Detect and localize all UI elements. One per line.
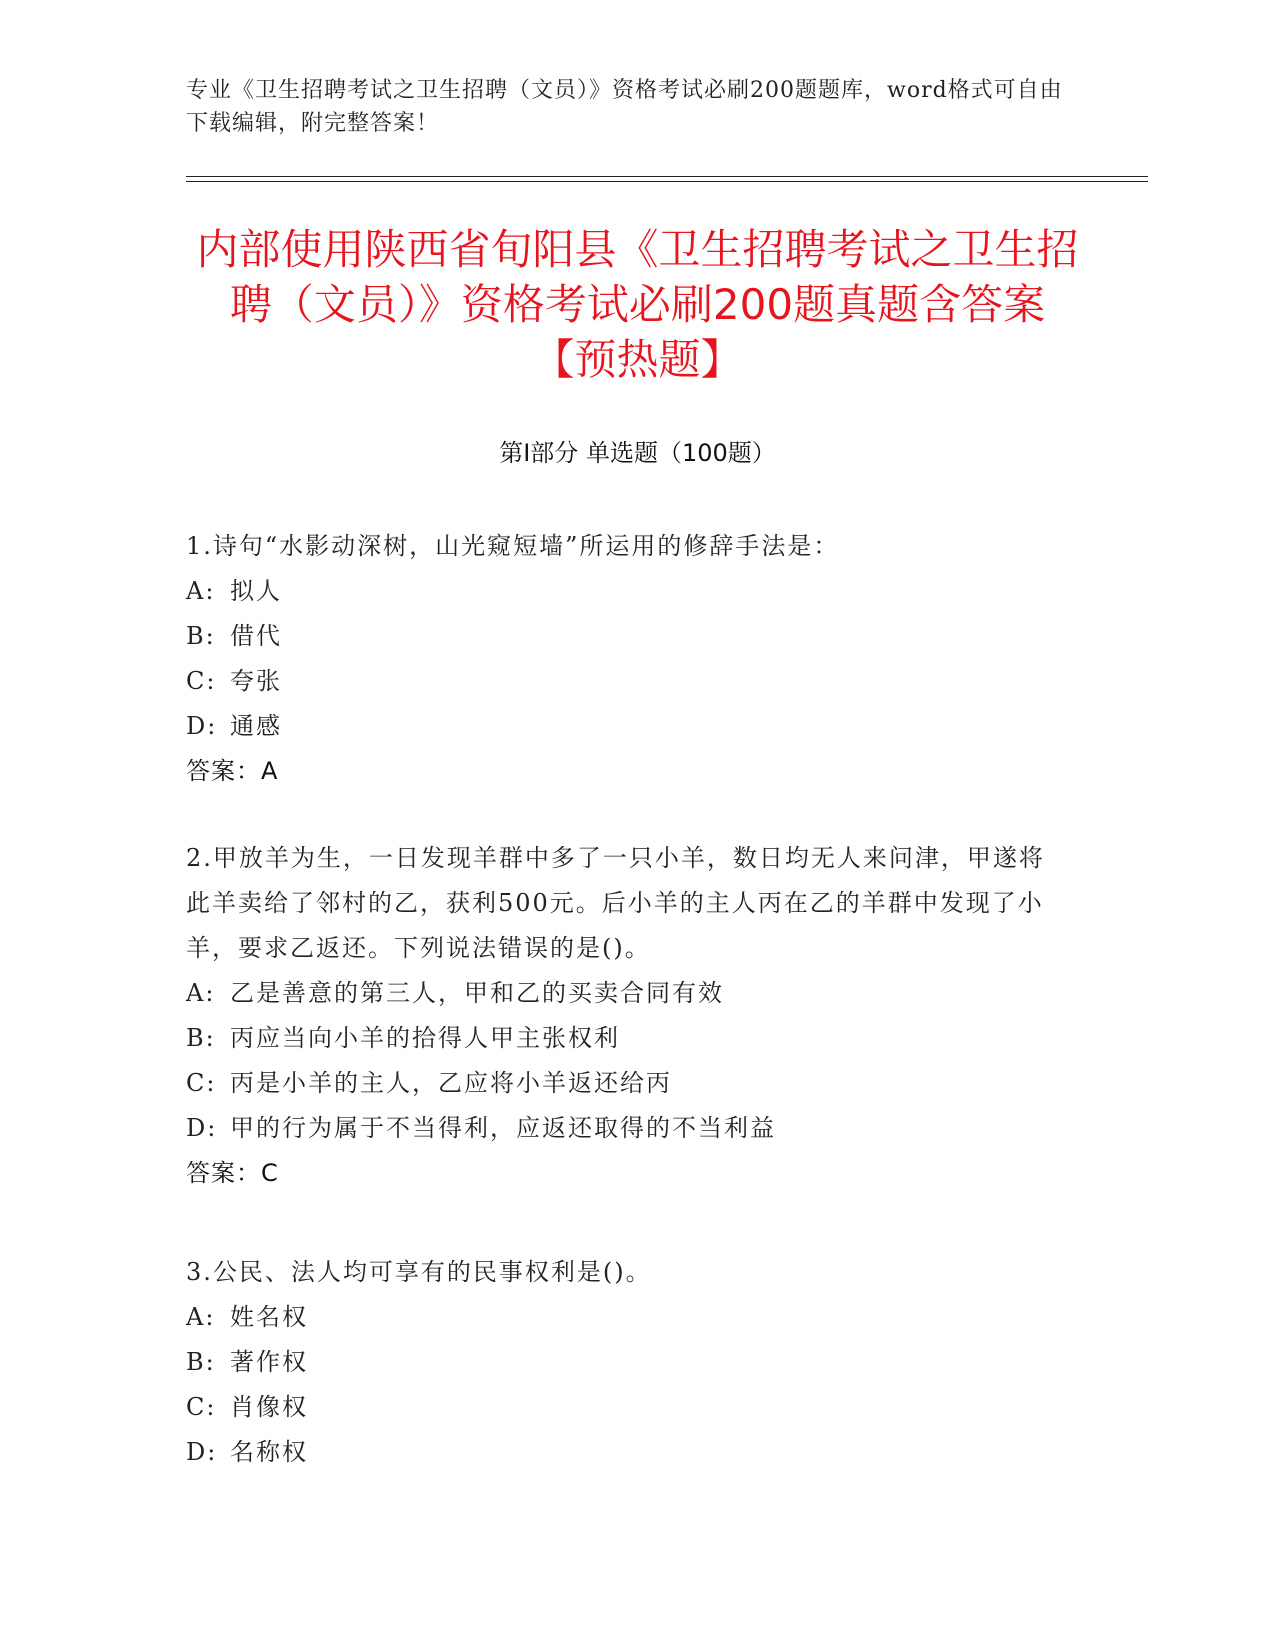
option-d — [186, 1430, 1066, 1475]
option-key: D: — [186, 1438, 218, 1466]
question-stem: 3.公民、法人均可享有的民事权利是()。 — [186, 1258, 652, 1286]
option-d — [186, 1106, 1066, 1151]
option-key: B: — [186, 1348, 216, 1376]
header-divider-top — [186, 176, 1148, 177]
option-text: 肖像权 — [230, 1393, 308, 1421]
option-text: 借代 — [230, 622, 282, 650]
option-text: 丙是小羊的主人，乙应将小羊返还给丙 — [230, 1069, 672, 1097]
option-text: 拟人 — [230, 577, 282, 605]
option-key: B: — [186, 622, 216, 650]
question-3 — [186, 1250, 1066, 1475]
option-text: 著作权 — [230, 1348, 308, 1376]
option-text: 夸张 — [230, 667, 282, 695]
option-text: 乙是善意的第三人，甲和乙的买卖合同有效 — [230, 979, 724, 1007]
answer-line: 答案：A — [186, 757, 279, 785]
option-key: C: — [186, 667, 217, 695]
document-title: 内部使用陕西省旬阳县《卫生招聘考试之卫生招聘（文员）》资格考试必刷200题真题含答案【预热题】 — [196, 225, 1079, 384]
option-key: C: — [186, 1393, 217, 1421]
option-key: A: — [186, 577, 216, 605]
option-a — [186, 569, 1066, 614]
question-2 — [186, 836, 1066, 1196]
option-d — [186, 704, 1066, 749]
option-key: A: — [186, 1303, 216, 1331]
option-b — [186, 614, 1066, 659]
answer-line: 答案：C — [186, 1159, 279, 1187]
header-note: 专业《卫生招聘考试之卫生招聘（文员）》资格考试必刷200题题库，word格式可自由下载编辑，附完整答案！ — [186, 78, 1063, 136]
question-1 — [186, 524, 1066, 794]
option-a — [186, 971, 1066, 1016]
option-text: 丙应当向小羊的拾得人甲主张权利 — [230, 1024, 620, 1052]
section-heading: 第Ⅰ部分 单选题（100题） — [499, 439, 776, 467]
question-stem: 2.甲放羊为生，一日发现羊群中多了一只小羊，数日均无人来问津，甲遂将此羊卖给了邻村的乙，获利500元。后小羊的主人丙在乙的羊群中发现了小羊，要求乙返还。下列说法错误的是()。 — [186, 844, 1045, 962]
option-a — [186, 1295, 1066, 1340]
option-key: B: — [186, 1024, 216, 1052]
option-key: D: — [186, 1114, 218, 1142]
option-text: 通感 — [230, 712, 282, 740]
question-stem: 1.诗句“水影动深树，山光窥短墙”所运用的修辞手法是： — [186, 532, 840, 560]
option-text: 姓名权 — [230, 1303, 308, 1331]
option-text: 名称权 — [230, 1438, 308, 1466]
option-key: D: — [186, 712, 218, 740]
option-c — [186, 659, 1066, 704]
option-c — [186, 1061, 1066, 1106]
option-b — [186, 1016, 1066, 1061]
option-text: 甲的行为属于不当得利，应返还取得的不当利益 — [230, 1114, 776, 1142]
option-key: A: — [186, 979, 216, 1007]
option-key: C: — [186, 1069, 217, 1097]
option-b — [186, 1340, 1066, 1385]
header-divider-bottom — [186, 181, 1148, 182]
option-c — [186, 1385, 1066, 1430]
